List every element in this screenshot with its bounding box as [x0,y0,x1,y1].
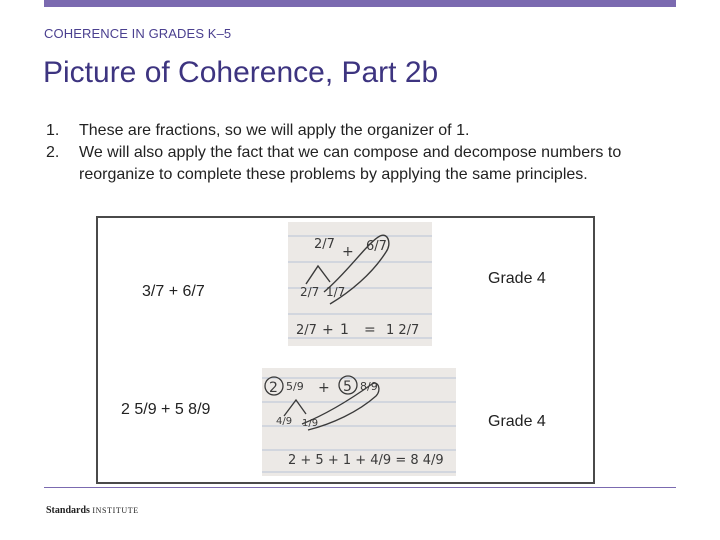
logo-suffix: INSTITUTE [92,506,139,515]
photo-text: 1/9 [302,418,319,429]
photo-text: 4/9 [276,416,293,427]
list-text: These are fractions, so we will apply the organizer of 1. [79,122,470,139]
list-number: 2. [46,144,60,161]
list-item [46,120,696,142]
grade-label-2: Grade 4 [488,413,546,430]
student-work-photo-2 [262,368,456,476]
photo-text: 6/7 [366,239,387,254]
standards-institute-logo [46,505,139,516]
photo-text: 5 [343,379,352,395]
list-number: 1. [46,122,60,139]
student-work-photo-1 [288,222,432,346]
problem-expression-1: 3/7 + 6/7 [142,283,205,300]
point-list [46,120,696,186]
problem-expression-2: 2 5/9 + 5 8/9 [121,401,211,418]
photo-text: 8/9 [360,380,378,393]
photo-text: 1 2/7 [386,323,420,338]
photo-text: + [318,380,330,396]
logo-brand: Standards [46,505,90,516]
photo-text: 2 [269,380,278,396]
page-title: Picture of Coherence, Part 2b [43,56,439,89]
grade-label-1: Grade 4 [488,270,546,287]
top-accent-bar [44,0,676,7]
examples-panel [96,216,595,484]
section-label: COHERENCE IN GRADES K–5 [44,26,232,41]
photo-text: = [364,322,376,338]
photo-text: + [322,322,334,338]
photo-text: 2/7 [296,323,317,338]
handwritten-work-1 [288,222,432,346]
list-text: We will also apply the fact that we can compose and decompose numbers to reorganize to complete these problems by applying the same principles. [79,144,622,183]
footer-divider [44,487,676,488]
list-item [46,142,696,186]
handwritten-work-2 [262,368,456,476]
photo-text: 2/7 [300,285,320,299]
photo-text: 5/9 [286,380,304,393]
photo-text: 2 + 5 + 1 + 4/9 = 8 4/9 [288,453,444,468]
photo-text: + [342,244,354,260]
photo-text: 1/7 [326,285,346,299]
photo-text: 1 [340,322,349,338]
photo-text: 2/7 [314,237,335,252]
